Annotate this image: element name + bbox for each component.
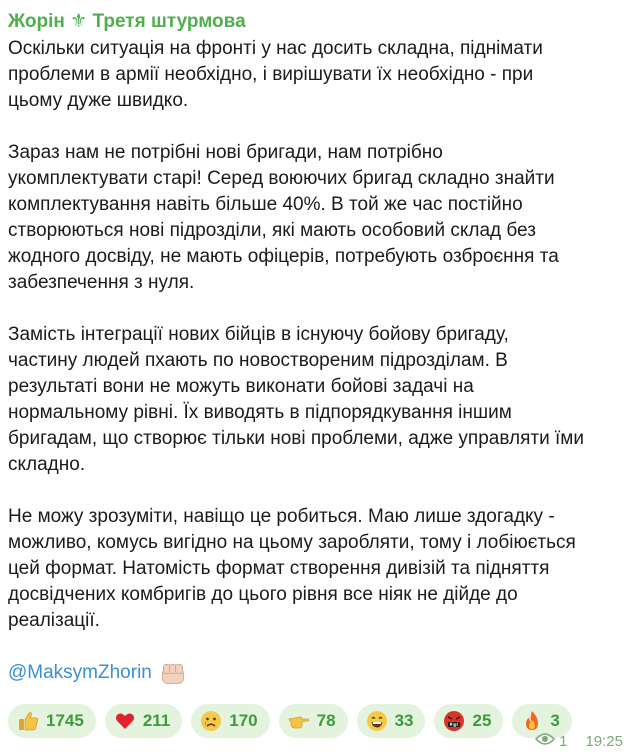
text-line: цей формат. Натомість формат створення дивізій та підняття xyxy=(8,558,550,579)
view-count: 1 xyxy=(559,732,568,750)
reaction-pointing[interactable] xyxy=(279,704,348,738)
text-line: частину людей пхають по новоствореним підрозділам. В xyxy=(8,350,508,371)
channel-name[interactable]: Жорін ⚜ Третя штурмова xyxy=(8,11,246,32)
paragraph-4 xyxy=(8,504,620,634)
reaction-count: 211 xyxy=(142,711,171,730)
pointing-hand-icon xyxy=(287,709,311,733)
crying-face-icon xyxy=(199,709,223,733)
reaction-crying[interactable] xyxy=(191,704,269,738)
thumbs-up-icon xyxy=(16,709,40,733)
text-line: комплектування навіть більше 40%. В той же час постійно xyxy=(8,194,523,215)
reaction-heart[interactable] xyxy=(105,704,182,738)
author-mention-link[interactable]: @MaksymZhorin xyxy=(8,662,152,683)
text-line: можливо, комусь вигідно на цьому заробляти, тому і лобіюється xyxy=(8,532,576,553)
text-line: складно. xyxy=(8,454,86,475)
text-line: Оскільки ситуація на фронті у нас досить складна, піднімати xyxy=(8,38,543,59)
text-line: проблеми в армії необхідно, і вирішувати їх необхідно - при xyxy=(8,64,534,85)
fist-icon xyxy=(160,662,184,684)
text-line: Зараз нам не потрібні нові бригади, нам потрібно xyxy=(8,142,443,163)
paragraph-3 xyxy=(8,322,620,478)
fire-icon xyxy=(520,709,544,733)
post-text xyxy=(8,36,620,634)
text-line: результаті вони не можуть виконати бойові задачі на xyxy=(8,376,474,397)
text-line: цьому дуже швидко. xyxy=(8,90,189,111)
reaction-cursing[interactable] xyxy=(434,704,503,738)
text-line: Не можу зрозуміти, навіщо це робиться. Маю лише здогадку - xyxy=(8,506,555,527)
text-line: забезпечення з нуля. xyxy=(8,272,195,293)
svg-text:#@!: #@! xyxy=(449,722,460,727)
cursing-face-icon xyxy=(442,709,466,733)
paragraph-2 xyxy=(8,140,620,296)
reaction-count: 33 xyxy=(394,711,414,730)
paragraph-1 xyxy=(8,36,620,114)
text-line: бригадам, що створює тільки нові проблеми, адже управляти їми xyxy=(8,428,584,449)
text-line: досвідчених комбригів до цього рівня все ніяк не дійде до xyxy=(8,584,518,605)
reaction-thumbs-up[interactable] xyxy=(8,704,96,738)
message-meta xyxy=(535,732,623,750)
reaction-count: 78 xyxy=(316,711,336,730)
text-line: створюються нові підрозділи, які мають особовий склад без xyxy=(8,220,536,241)
message-time: 19:25 xyxy=(585,732,623,750)
text-line: Замість інтеграції нових бійців в існуючу бойову бригаду, xyxy=(8,324,509,345)
reaction-count: 1745 xyxy=(46,711,84,730)
text-line: жодного досвіду, не мають офіцерів, потребують озброєння та xyxy=(8,246,559,267)
text-line: нормальному рівні. Їх виводять в підпорядкування іншим xyxy=(8,402,512,423)
reaction-count: 170 xyxy=(229,711,258,730)
signature xyxy=(8,660,629,686)
grinning-face-icon xyxy=(365,709,389,733)
text-line: реалізації. xyxy=(8,610,100,631)
reaction-count: 25 xyxy=(472,711,492,730)
eye-icon xyxy=(535,732,555,750)
reaction-count: 3 xyxy=(550,711,560,730)
text-line: укомплектувати старі! Серед воюючих бригад складно знайти xyxy=(8,168,555,189)
red-heart-icon xyxy=(113,709,137,733)
reaction-grinning[interactable] xyxy=(357,704,426,738)
